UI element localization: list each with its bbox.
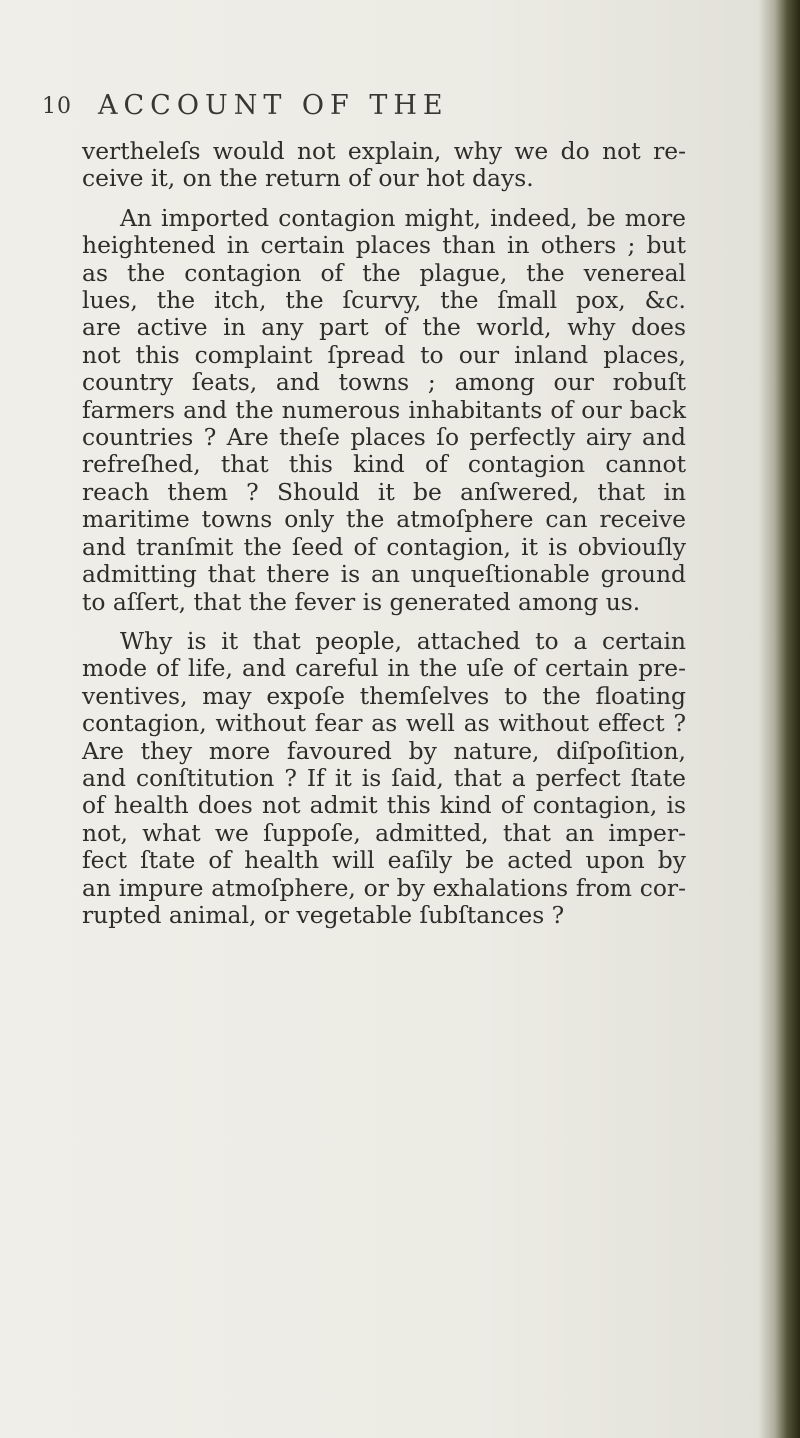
text-line: Are they more favoured by nature, diſpoſition, xyxy=(82,736,686,765)
text-line: an impure atmoſphere, or by exhalations from cor- xyxy=(82,873,686,902)
text-line: as the contagion of the plague, the venereal xyxy=(82,258,686,287)
text-line: fect ſtate of health will eaſily be acted upon by xyxy=(82,846,686,875)
text-line: are active in any part of the world, why does xyxy=(82,313,686,342)
text-line: ventives, may expoſe themſelves to the floating xyxy=(82,681,686,710)
text-line: countries ? Are theſe places ſo perfectly airy and xyxy=(82,423,686,452)
text-line: country ſeats, and towns ; among our robuſt xyxy=(82,368,686,397)
text-line: of health does not admit this kind of contagion, is xyxy=(82,791,686,820)
text-line: rupted animal, or vegetable ſubſtances ? xyxy=(82,900,565,929)
text-line: farmers and the numerous inhabitants of our back xyxy=(82,395,686,424)
text-line: An imported contagion might, indeed, be more xyxy=(120,203,686,232)
paragraph xyxy=(82,628,686,929)
text-line: admitting that there is an unqueſtionable ground xyxy=(82,560,686,589)
page-edge-shadow xyxy=(758,0,800,1438)
text-line: reach them ? Should it be anſwered, that in xyxy=(82,477,686,506)
paragraph xyxy=(82,138,686,193)
text-line: heightened in certain places than in others ; but xyxy=(82,231,686,260)
running-head xyxy=(42,90,562,130)
text-line: ceive it, on the return of our hot days. xyxy=(82,164,534,193)
text-line: lues, the itch, the ſcurvy, the ſmall pox, &c. xyxy=(82,286,686,315)
body-text xyxy=(82,138,686,929)
paragraph xyxy=(82,205,686,616)
text-line: and conſtitution ? If it is ſaid, that a perfect ſtate xyxy=(82,763,686,792)
text-line: Why is it that people, attached to a certain xyxy=(120,626,686,655)
text-line: to aſſert, that the fever is generated among us. xyxy=(82,587,641,616)
text-line: contagion, without fear as well as without effect ? xyxy=(82,709,686,738)
text-line: and tranſmit the ſeed of contagion, it is obviouſly xyxy=(82,532,686,561)
text-line: refreſhed, that this kind of contagion cannot xyxy=(82,450,686,479)
text-line: vertheleſs would not explain, why we do not re- xyxy=(82,137,686,165)
text-line: not, what we ſuppoſe, admitted, that an imper- xyxy=(82,818,686,847)
running-head-title: ACCOUNT OF THE xyxy=(98,90,449,121)
text-line: mode of life, and careful in the uſe of certain pre- xyxy=(82,654,686,683)
text-line: maritime towns only the atmoſphere can receive xyxy=(82,505,686,534)
page-number: 10 xyxy=(42,94,72,119)
text-line: not this complaint ſpread to our inland places, xyxy=(82,340,686,369)
